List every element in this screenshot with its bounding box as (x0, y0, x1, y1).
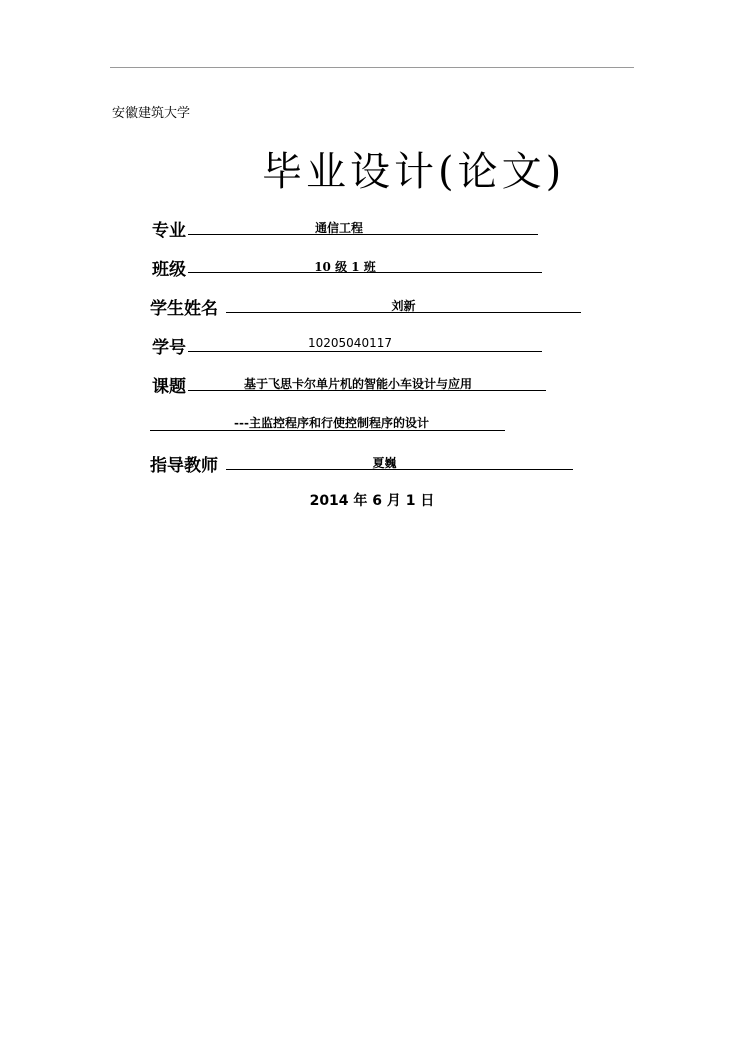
document-title: 毕业设计(论文) (262, 149, 566, 195)
submission-date: 2014 年 6 月 1 日 (309, 493, 435, 509)
class-label: 班级 (152, 260, 186, 280)
major-value: 通信工程 (314, 221, 363, 235)
student-id-value: 10205040117 (308, 336, 392, 350)
student-name-value: 刘新 (391, 299, 416, 313)
topic-value-line2: ---主监控程序和行使控制程序的设计 (234, 416, 429, 430)
student-name-label: 学生姓名 (150, 299, 218, 319)
topic-value-line1: 基于飞思卡尔单片机的智能小车设计与应用 (244, 377, 473, 391)
major-label: 专业 (152, 221, 186, 241)
student-id-label: 学号 (152, 338, 186, 358)
topic-label: 课题 (152, 377, 186, 397)
university-header: 安徽建筑大学 (112, 106, 191, 121)
advisor-label: 指导教师 (150, 456, 218, 476)
student-id-underline (188, 351, 542, 352)
class-value: 10 级 1 班 (314, 260, 376, 274)
advisor-value: 夏巍 (372, 456, 397, 470)
header-rule (110, 67, 634, 68)
